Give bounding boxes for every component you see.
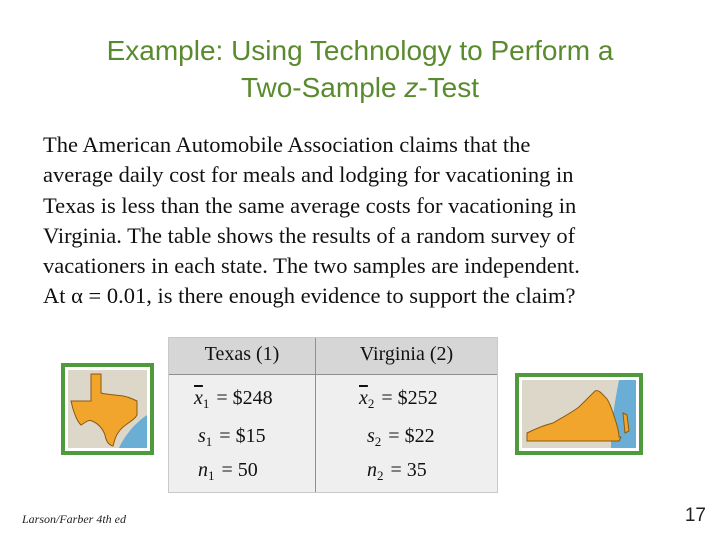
virginia-map-icon [515,373,643,455]
body-line: average daily cost for meals and lodging for vacationing in [43,162,574,188]
virginia-mean: $\overline{x}_2$ = $252 [359,387,438,411]
virginia-stats-cell [316,375,497,492]
page-number: 17 [684,505,706,526]
body-line: Virginia. The table shows the results of a random survey of [43,222,576,248]
title-line-2-part-a: Two-Sample [240,72,405,103]
texas-stats-cell [169,375,315,492]
sample-statistics-table [169,338,497,492]
virginia-std-dev: $s_2$ = $22 [367,425,435,449]
footer-credit: Larson/Farber 4th ed [22,512,127,526]
texas-mean: $\overline{x}_1$ = $248 [194,387,273,411]
header-texas-label: Texas (1) [204,343,280,365]
body-line: vacationers in each state. The two samples are independent. [43,253,580,279]
problem-statement [43,130,683,312]
title-line-2 [20,69,700,106]
title-z-italic: z [404,72,419,103]
header-virginia [316,338,497,374]
virginia-sample-size: $n_2 = 35$ [367,459,427,483]
body-line: At α = 0.01, is there enough evidence to support the claim? [43,283,576,309]
texas-std-dev: $s_1$ = $15 [198,425,266,449]
title-line-2-part-c: -Test [418,72,480,103]
header-virginia-label: Virginia (2) [359,343,454,365]
table-column-divider [315,338,316,492]
body-line: The American Automobile Association claims that the [43,132,531,157]
table-header-divider [169,374,497,375]
texas-sample-size: $n_1 = 50$ [198,459,258,483]
texas-map-icon [61,363,154,455]
body-line: Texas is less than the same average costs for vacationing in [43,192,577,218]
slide-title [20,32,700,106]
title-line-1: Example: Using Technology to Perform a [106,35,614,66]
header-texas [169,338,315,374]
